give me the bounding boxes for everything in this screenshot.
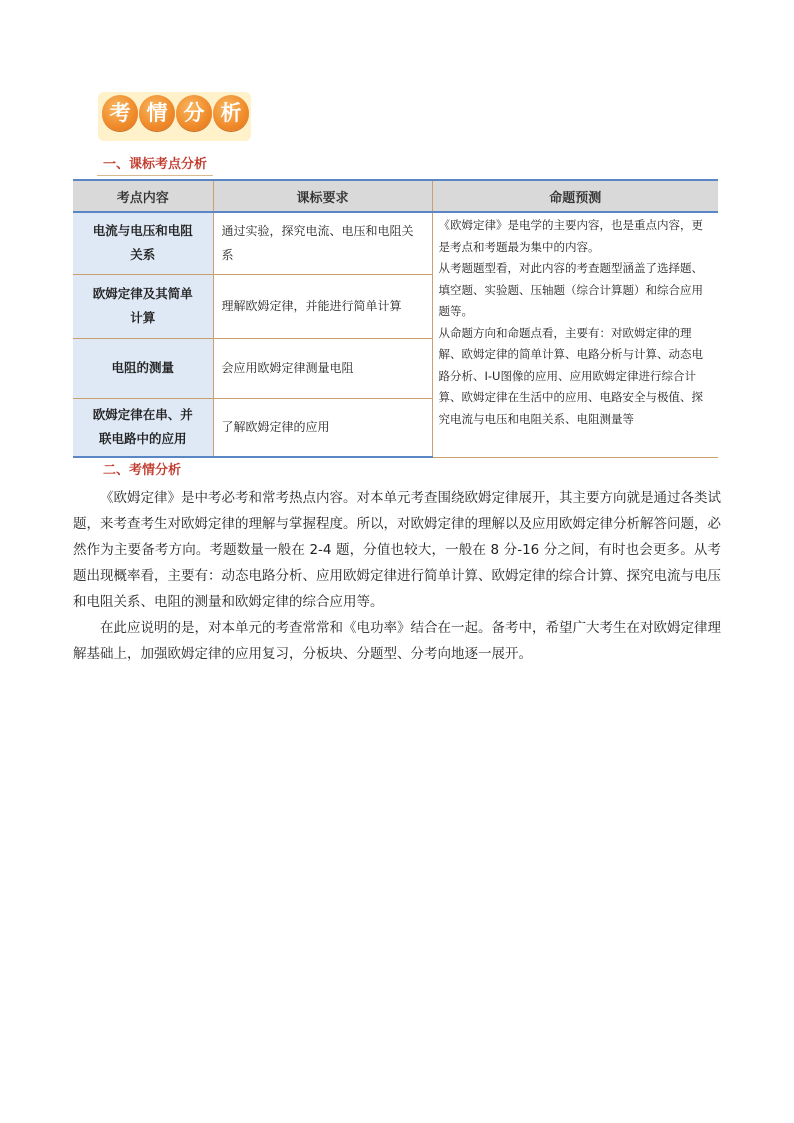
- section-banner: [98, 92, 251, 141]
- body-paragraph: 《欧姆定律》是中考必考和常考热点内容。对本单元考查围绕欧姆定律展开，其主要方向就是通过各类试题，来考查考生对欧姆定律的理解与掌握程度。所以，对欧姆定律的理解以及应用欧姆定律分析解答问题，必然作为主要备考方向。考题数量一般在 2-4 题，分值也较大，一般在 8 分-16 分之间，有时也会更多。从考题出现概率看，主要有：动态电路分析、应用欧姆定律进行简单计算、欧姆定律的综合计算、探究电流与电压和电阻关系、电阻的测量和欧姆定律的综合应用等。: [73, 490, 721, 610]
- requirement-cell: 通过实验，探究电流、电压和电阻关系: [213, 212, 432, 274]
- topic-cell: 电流与电压和电阻关系: [73, 212, 213, 274]
- topic-cell: 欧姆定律及其简单计算: [73, 274, 213, 338]
- table-row: [73, 212, 718, 274]
- header-requirement: 课标要求: [213, 180, 432, 212]
- header-topic: 考点内容: [73, 180, 213, 212]
- prediction-paragraph: 从考题题型看，对此内容的考查题型涵盖了选择题、填空题、实验题、压轴题（综合计算题）和综合应用题等。: [438, 261, 703, 318]
- requirement-cell: 理解欧姆定律，并能进行简单计算: [213, 274, 432, 338]
- section-title-analysis: 二、考情分析: [103, 463, 182, 478]
- table-header-row: [73, 180, 718, 212]
- topic-cell: 欧姆定律在串、并联电路中的应用: [73, 398, 213, 457]
- requirement-cell: 会应用欧姆定律测量电阻: [213, 338, 432, 398]
- banner-char-4: 析: [213, 95, 249, 131]
- topic-cell: 电阻的测量: [73, 338, 213, 398]
- prediction-paragraph: 从命题方向和命题点看，主要有：对欧姆定律的理解、欧姆定律的简单计算、电路分析与计算、动态电路分析、I-U图像的应用、应用欧姆定律进行综合计算、欧姆定律在生活中的应用、电路安全与极值、探究电流与电压和电阻关系、电阻测量等: [438, 325, 703, 426]
- analysis-table: [73, 179, 718, 456]
- prediction-paragraph: 《欧姆定律》是电学的主要内容，也是重点内容，更是考点和考题最为集中的内容。: [438, 218, 703, 254]
- banner-char-1: 考: [102, 95, 138, 131]
- banner-char-2: 情: [139, 95, 175, 131]
- analysis-body: [73, 485, 721, 667]
- body-paragraph: 在此应说明的是，对本单元的考查常常和《电功率》结合在一起。备考中，希望广大考生在对欧姆定律理解基础上，加强欧姆定律的应用复习，分板块、分题型、分考向地逐一展开。: [73, 620, 721, 662]
- banner-char-3: 分: [176, 95, 212, 131]
- section-title-curriculum: 一、课标考点分析: [103, 153, 207, 172]
- requirement-cell: 了解欧姆定律的应用: [213, 398, 432, 457]
- header-prediction: 命题预测: [432, 180, 718, 212]
- prediction-cell: [432, 212, 718, 457]
